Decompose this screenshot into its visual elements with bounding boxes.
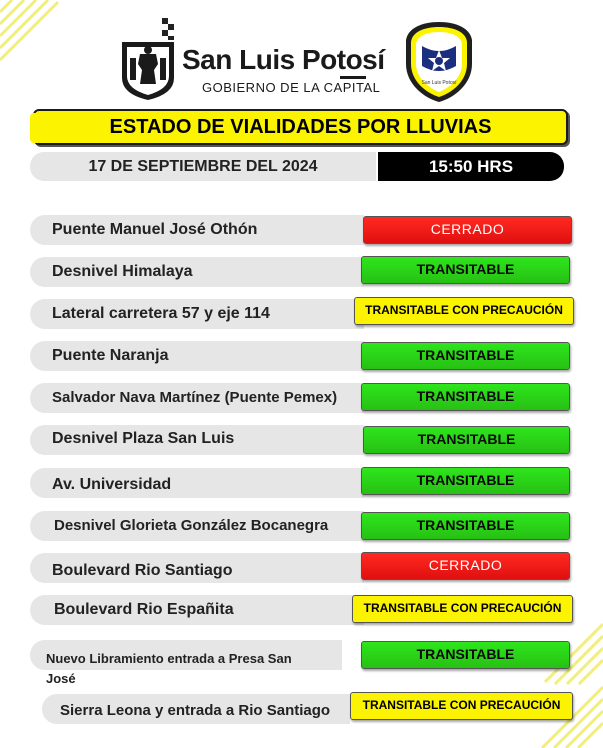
time-label: 15:50 HRS [378, 152, 564, 181]
status-badge: TRANSITABLE [361, 383, 570, 411]
road-name: Desnivel Plaza San Luis [52, 430, 235, 447]
road-name-line-1: Nuevo Libramiento entrada a Presa San [46, 651, 292, 666]
road-name-line-2: José [46, 671, 76, 686]
road-name: Salvador Nava Martínez (Puente Pemex) [52, 389, 338, 406]
status-badge: TRANSITABLE CON PRECAUCIÓN [352, 595, 573, 623]
brand-subtitle: GOBIERNO DE LA CAPITAL [202, 80, 381, 95]
road-name [52, 221, 257, 239]
status-badge: TRANSITABLE [361, 342, 570, 370]
status-badge: TRANSITABLE [361, 256, 570, 284]
date-label: 17 DE SEPTIEMBRE DEL 2024 [30, 152, 376, 181]
status-badge: TRANSITABLE [361, 641, 570, 669]
page-title: ESTADO DE VIALIDADES POR LLUVIAS [33, 109, 568, 145]
road-name: Desnivel Himalaya [52, 263, 193, 280]
status-badge: TRANSITABLE CON PRECAUCIÓN [354, 297, 574, 325]
status-badge: CERRADO [363, 216, 572, 244]
decorative-stripes-top-left [0, 0, 60, 62]
road-name: Desnivel Glorieta González Bocanegra [54, 517, 329, 534]
road-name: Lateral carretera 57 y eje 114 [52, 305, 270, 322]
status-badge: TRANSITABLE CON PRECAUCIÓN [350, 692, 573, 720]
brand-title: San Luis Potosí [182, 44, 385, 75]
road-name [46, 649, 292, 689]
status-badge: CERRADO [361, 552, 570, 580]
road-name-text: Puente Manuel José Othón [52, 221, 258, 238]
road-name: Av. Universidad [52, 476, 172, 493]
badge-text: San Luis Potosí [421, 80, 457, 86]
status-badge: TRANSITABLE [361, 467, 570, 495]
police-badge-logo [402, 20, 476, 104]
brand-title-underline [340, 76, 366, 79]
status-badge: TRANSITABLE [363, 426, 570, 454]
road-name: Puente Naranja [52, 347, 169, 364]
road-name: Boulevard Rio Españita [54, 601, 234, 618]
status-badge: TRANSITABLE [361, 512, 570, 540]
road-name: Sierra Leona y entrada a Rio Santiago [60, 702, 331, 719]
road-name: Boulevard Rio Santiago [52, 562, 233, 579]
city-coat-of-arms-logo [118, 18, 180, 102]
